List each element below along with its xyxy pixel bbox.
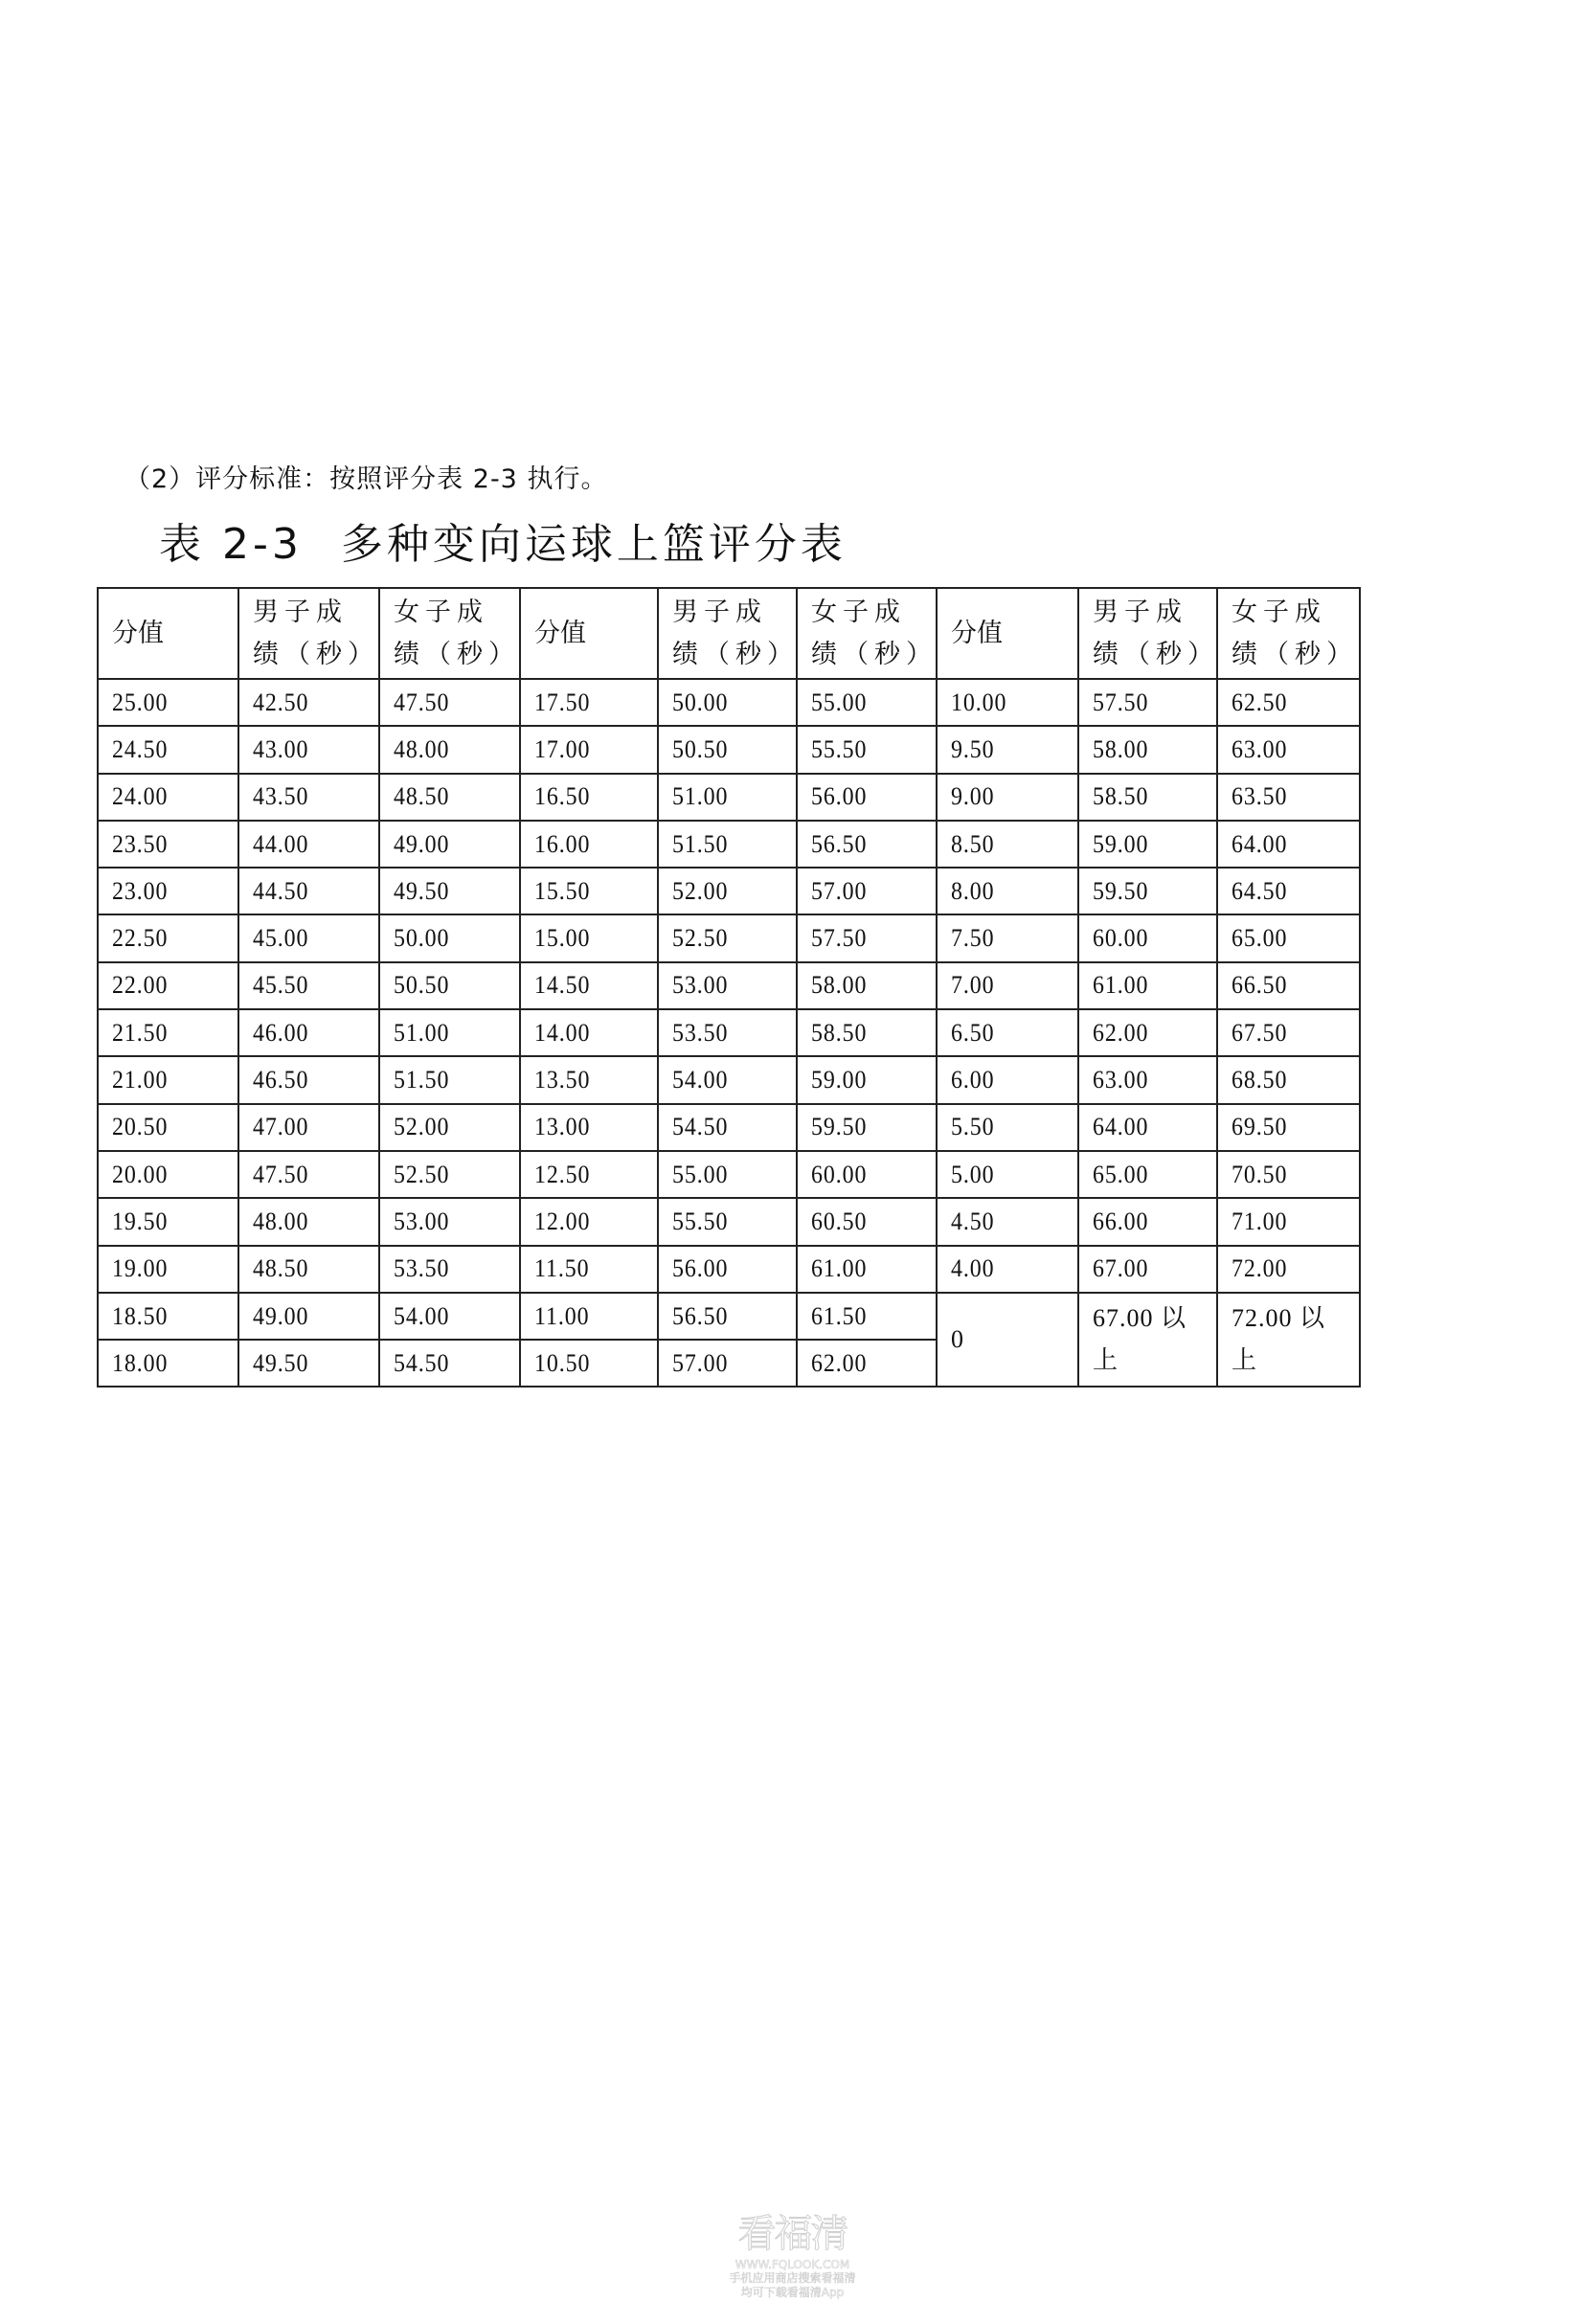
table-cell: [1078, 962, 1217, 1009]
table-cell: [658, 1104, 797, 1151]
table-cell: [1078, 868, 1217, 914]
cell-value: 18.00: [112, 1348, 169, 1377]
watermark: [728, 2210, 857, 2300]
table-cell: [797, 1198, 937, 1245]
cell-value: 61.00: [811, 1254, 868, 1283]
cell-value: 58.00: [811, 971, 868, 1000]
cell-value: 9.50: [951, 734, 995, 763]
cell-value: 49.00: [253, 1301, 309, 1330]
cell-value: 60.00: [1093, 924, 1149, 953]
table-cell: [937, 1104, 1078, 1151]
table-cell: [98, 1151, 238, 1198]
cell-value: 56.00: [672, 1254, 729, 1283]
watermark-line-2: 均可下载看福清App: [740, 2286, 845, 2299]
table-cell: [937, 1198, 1078, 1245]
cell-value: 51.00: [672, 782, 729, 811]
cell-value: 8.50: [951, 829, 995, 858]
table-cell: [1078, 1009, 1217, 1056]
table-cell: [937, 726, 1078, 773]
table-cell: [1217, 962, 1360, 1009]
cell-value: 52.50: [672, 924, 729, 953]
cell-value: 13.50: [534, 1066, 591, 1094]
cell-value: 57.00: [811, 876, 868, 905]
cell-value: 7.50: [951, 924, 995, 953]
table-cell: [797, 914, 937, 961]
table-cell: [238, 726, 379, 773]
table-cell: [238, 1056, 379, 1103]
table-cell: [797, 1151, 937, 1198]
cell-value: 50.50: [672, 734, 729, 763]
table-cell: [520, 679, 658, 726]
table-cell: [379, 1246, 520, 1293]
table-cell: [1217, 1151, 1360, 1198]
table-cell: [1217, 821, 1360, 868]
table-cell: [98, 679, 238, 726]
table-cell: [238, 1340, 379, 1387]
table-cell: [379, 726, 520, 773]
cell-value: 65.00: [1093, 1160, 1149, 1188]
cell-value: 59.00: [811, 1066, 868, 1094]
watermark-url: WWW.FQLOOK.COM: [734, 2258, 850, 2271]
table-row: [98, 1293, 1360, 1340]
cell-value: 58.00: [1093, 734, 1149, 763]
cell-value: 12.00: [534, 1207, 591, 1235]
cell-value: 6.50: [951, 1018, 995, 1047]
cell-value: 62.50: [1232, 688, 1288, 716]
cell-value: 51.50: [672, 829, 729, 858]
table-cell: [1217, 1056, 1360, 1103]
cell-value: 52.00: [672, 876, 729, 905]
table-cell: [379, 914, 520, 961]
table-row: [98, 1009, 1360, 1056]
cell-value: 16.50: [534, 782, 591, 811]
merged-female-cell: [1217, 1293, 1360, 1388]
table-cell: [238, 914, 379, 961]
cell-value: 61.00: [1093, 971, 1149, 1000]
cell-value: 55.00: [672, 1160, 729, 1188]
table-cell: [937, 774, 1078, 821]
table-cell: [98, 962, 238, 1009]
table-cell: [520, 726, 658, 773]
cell-value: 5.00: [951, 1160, 995, 1188]
cell-value: 22.50: [112, 924, 169, 953]
header-score-2: 分值: [520, 588, 658, 679]
header-female-1: 女子成绩（秒）: [379, 588, 520, 679]
table-cell: [98, 1246, 238, 1293]
table-row: [98, 868, 1360, 914]
cell-value: 20.00: [112, 1160, 169, 1188]
cell-value: 63.00: [1232, 734, 1288, 763]
table-cell: [797, 1104, 937, 1151]
table-cell: [797, 868, 937, 914]
cell-value: 54.50: [672, 1113, 729, 1141]
table-cell: [937, 914, 1078, 961]
cell-value: 57.50: [1093, 688, 1149, 716]
table-cell: [238, 1198, 379, 1245]
cell-value: 59.50: [1093, 876, 1149, 905]
cell-value: 9.00: [951, 782, 995, 811]
table-cell: [379, 1293, 520, 1340]
cell-value: 10.50: [534, 1348, 591, 1377]
cell-value: 49.50: [253, 1348, 309, 1377]
table-cell: [238, 821, 379, 868]
cell-value: 4.50: [951, 1207, 995, 1235]
table-cell: [379, 774, 520, 821]
cell-value: 72.00 以上: [1232, 1304, 1326, 1375]
table-cell: [937, 868, 1078, 914]
table-cell: [520, 774, 658, 821]
table-cell: [797, 726, 937, 773]
table-cell: [98, 914, 238, 961]
cell-value: 7.00: [951, 971, 995, 1000]
cell-value: 56.50: [672, 1301, 729, 1330]
cell-value: 15.00: [534, 924, 591, 953]
cell-value: 17.00: [534, 734, 591, 763]
table-cell: [98, 1198, 238, 1245]
table-cell: [1078, 1056, 1217, 1103]
table-cell: [937, 1056, 1078, 1103]
table-cell: [1078, 1246, 1217, 1293]
cell-value: 46.00: [253, 1018, 309, 1047]
cell-value: 64.00: [1093, 1113, 1149, 1141]
cell-value: 23.00: [112, 876, 169, 905]
table-cell: [1078, 679, 1217, 726]
cell-value: 43.50: [253, 782, 309, 811]
cell-value: 18.50: [112, 1301, 169, 1330]
cell-value: 5.50: [951, 1113, 995, 1141]
cell-value: 47.50: [394, 688, 450, 716]
cell-value: 71.00: [1232, 1207, 1288, 1235]
cell-value: 61.50: [811, 1301, 868, 1330]
cell-value: 10.00: [951, 688, 1007, 716]
table-cell: [658, 914, 797, 961]
cell-value: 53.50: [672, 1018, 729, 1047]
table-cell: [1078, 821, 1217, 868]
cell-value: 62.00: [811, 1348, 868, 1377]
cell-value: 54.00: [394, 1301, 450, 1330]
cell-value: 53.00: [672, 971, 729, 1000]
table-cell: [1217, 679, 1360, 726]
cell-value: 22.00: [112, 971, 169, 1000]
table-cell: [1078, 1151, 1217, 1198]
table-cell: [238, 1293, 379, 1340]
scoring-standard-text: （2）评分标准：按照评分表 2-3 执行。: [124, 464, 608, 494]
table-cell: [797, 821, 937, 868]
table-cell: [98, 1056, 238, 1103]
cell-value: 48.50: [394, 782, 450, 811]
cell-value: 69.50: [1232, 1113, 1288, 1141]
cell-value: 46.50: [253, 1066, 309, 1094]
table-cell: [658, 1056, 797, 1103]
table-cell: [379, 1104, 520, 1151]
cell-value: 44.50: [253, 876, 309, 905]
header-male-1: 男子成绩（秒）: [238, 588, 379, 679]
table-cell: [520, 1151, 658, 1198]
table-cell: [797, 962, 937, 1009]
table-row: [98, 962, 1360, 1009]
cell-value: 64.00: [1232, 829, 1288, 858]
table-cell: [797, 1009, 937, 1056]
table-row: [98, 914, 1360, 961]
table-cell: [1078, 1104, 1217, 1151]
cell-value: 54.50: [394, 1348, 450, 1377]
cell-value: 47.50: [253, 1160, 309, 1188]
table-number: 表 2-3: [159, 520, 303, 569]
cell-value: 72.00: [1232, 1254, 1288, 1283]
cell-value: 45.50: [253, 971, 309, 1000]
cell-value: 62.00: [1093, 1018, 1149, 1047]
table-cell: [238, 679, 379, 726]
table-cell: [1078, 774, 1217, 821]
cell-value: 43.00: [253, 734, 309, 763]
scoring-table: [97, 587, 1361, 1388]
table-cell: [379, 679, 520, 726]
cell-value: 23.50: [112, 829, 169, 858]
cell-value: 51.00: [394, 1018, 450, 1047]
cell-value: 59.00: [1093, 829, 1149, 858]
table-cell: [937, 1009, 1078, 1056]
table-cell: [98, 726, 238, 773]
table-row: [98, 679, 1360, 726]
table-cell: [937, 679, 1078, 726]
table-cell: [797, 1056, 937, 1103]
table-cell: [379, 821, 520, 868]
table-cell: [379, 1198, 520, 1245]
table-cell: [520, 1104, 658, 1151]
table-cell: [658, 868, 797, 914]
cell-value: 56.00: [811, 782, 868, 811]
table-cell: [937, 821, 1078, 868]
table-cell: [238, 1009, 379, 1056]
watermark-brand: 看福清: [737, 2212, 848, 2256]
cell-value: 25.00: [112, 688, 169, 716]
table-row: [98, 1246, 1360, 1293]
table-cell: [238, 868, 379, 914]
cell-value: 52.50: [394, 1160, 450, 1188]
cell-value: 48.00: [253, 1207, 309, 1235]
cell-value: 8.00: [951, 876, 995, 905]
table-cell: [520, 868, 658, 914]
table-cell: [520, 1340, 658, 1387]
table-row: [98, 1198, 1360, 1245]
table-cell: [658, 1340, 797, 1387]
cell-value: 50.00: [672, 688, 729, 716]
cell-value: 49.00: [394, 829, 450, 858]
table-cell: [238, 1246, 379, 1293]
table-cell: [937, 962, 1078, 1009]
table-cell: [98, 1009, 238, 1056]
header-female-3: 女子成绩（秒）: [1217, 588, 1360, 679]
cell-value: 6.00: [951, 1066, 995, 1094]
header-female-2: 女子成绩（秒）: [797, 588, 937, 679]
cell-value: 66.50: [1232, 971, 1288, 1000]
cell-value: 51.50: [394, 1066, 450, 1094]
table-cell: [797, 1246, 937, 1293]
cell-value: 55.00: [811, 688, 868, 716]
header-score-1: 分值: [98, 588, 238, 679]
table-row: [98, 1104, 1360, 1151]
table-header-row: [98, 588, 1360, 679]
table-cell: [520, 1293, 658, 1340]
merged-score-cell: [937, 1293, 1078, 1388]
table-cell: [1217, 868, 1360, 914]
cell-value: 49.50: [394, 876, 450, 905]
table-cell: [238, 1104, 379, 1151]
cell-value: 53.00: [394, 1207, 450, 1235]
table-cell: [1217, 726, 1360, 773]
table-cell: [797, 774, 937, 821]
table-cell: [520, 821, 658, 868]
table-cell: [1217, 1198, 1360, 1245]
table-cell: [520, 1056, 658, 1103]
table-cell: [658, 1246, 797, 1293]
table-cell: [1217, 1009, 1360, 1056]
merged-male-cell: [1078, 1293, 1217, 1388]
cell-value: 58.50: [811, 1018, 868, 1047]
table-cell: [379, 1009, 520, 1056]
table-cell: [658, 1293, 797, 1340]
cell-value: 20.50: [112, 1113, 169, 1141]
cell-value: 65.00: [1232, 924, 1288, 953]
cell-value: 59.50: [811, 1113, 868, 1141]
cell-value: 68.50: [1232, 1066, 1288, 1094]
cell-value: 67.00: [1093, 1254, 1149, 1283]
table-row: [98, 774, 1360, 821]
cell-value: 55.50: [672, 1207, 729, 1235]
table-row: [98, 1056, 1360, 1103]
cell-value: 48.00: [394, 734, 450, 763]
table-cell: [379, 1056, 520, 1103]
cell-value: 56.50: [811, 829, 868, 858]
table-cell: [98, 868, 238, 914]
cell-value: 16.00: [534, 829, 591, 858]
header-male-3: 男子成绩（秒）: [1078, 588, 1217, 679]
cell-value: 50.50: [394, 971, 450, 1000]
table-row: [98, 821, 1360, 868]
cell-value: 24.00: [112, 782, 169, 811]
table-cell: [937, 1246, 1078, 1293]
cell-value: 14.50: [534, 971, 591, 1000]
table-cell: [658, 1198, 797, 1245]
cell-value: 11.50: [534, 1254, 590, 1283]
cell-value: 57.50: [811, 924, 868, 953]
table-cell: [520, 1009, 658, 1056]
cell-value: 15.50: [534, 876, 591, 905]
table-row: [98, 1151, 1360, 1198]
table-cell: [520, 1198, 658, 1245]
table-cell: [797, 679, 937, 726]
table-title: [159, 509, 847, 571]
cell-value: 66.00: [1093, 1207, 1149, 1235]
table-cell: [520, 962, 658, 1009]
cell-value: 63.00: [1093, 1066, 1149, 1094]
table-cell: [658, 679, 797, 726]
cell-value: 21.50: [112, 1018, 169, 1047]
cell-value: 19.00: [112, 1254, 169, 1283]
table-cell: [797, 1340, 937, 1387]
cell-value: 58.50: [1093, 782, 1149, 811]
table-cell: [238, 1151, 379, 1198]
table-cell: [658, 726, 797, 773]
table-cell: [1217, 1104, 1360, 1151]
table-cell: [658, 1151, 797, 1198]
cell-value: 57.00: [672, 1348, 729, 1377]
cell-value: 45.00: [253, 924, 309, 953]
cell-value: 60.50: [811, 1207, 868, 1235]
table-cell: [1078, 726, 1217, 773]
table-cell: [797, 1293, 937, 1340]
table-title-text: 多种变向运球上篮评分表: [340, 520, 847, 569]
cell-value: 50.00: [394, 924, 450, 953]
table-cell: [98, 774, 238, 821]
cell-value: 67.50: [1232, 1018, 1288, 1047]
cell-value: 14.00: [534, 1018, 591, 1047]
table-cell: [658, 1009, 797, 1056]
table-cell: [1217, 774, 1360, 821]
watermark-line-1: 手机应用商店搜索看福清: [729, 2271, 856, 2285]
header-male-2: 男子成绩（秒）: [658, 588, 797, 679]
cell-value: 44.00: [253, 829, 309, 858]
table-cell: [238, 962, 379, 1009]
cell-value: 47.00: [253, 1113, 309, 1141]
header-score-3: 分值: [937, 588, 1078, 679]
table-cell: [98, 1340, 238, 1387]
cell-value: 0: [951, 1325, 963, 1354]
table-cell: [658, 774, 797, 821]
table-cell: [379, 868, 520, 914]
table-cell: [98, 1293, 238, 1340]
cell-value: 19.50: [112, 1207, 169, 1235]
table-cell: [1217, 1246, 1360, 1293]
table-cell: [379, 1340, 520, 1387]
table-cell: [238, 774, 379, 821]
table-cell: [658, 962, 797, 1009]
cell-value: 64.50: [1232, 876, 1288, 905]
table-cell: [520, 914, 658, 961]
cell-value: 52.00: [394, 1113, 450, 1141]
cell-value: 17.50: [534, 688, 591, 716]
table-cell: [379, 962, 520, 1009]
cell-value: 63.50: [1232, 782, 1288, 811]
table-cell: [98, 821, 238, 868]
cell-value: 12.50: [534, 1160, 591, 1188]
cell-value: 11.00: [534, 1301, 590, 1330]
cell-value: 4.00: [951, 1254, 995, 1283]
cell-value: 55.50: [811, 734, 868, 763]
table-cell: [520, 1246, 658, 1293]
cell-value: 54.00: [672, 1066, 729, 1094]
table-row: [98, 726, 1360, 773]
cell-value: 24.50: [112, 734, 169, 763]
table-cell: [1078, 914, 1217, 961]
cell-value: 13.00: [534, 1113, 591, 1141]
table-cell: [379, 1151, 520, 1198]
cell-value: 60.00: [811, 1160, 868, 1188]
table-cell: [1217, 914, 1360, 961]
cell-value: 48.50: [253, 1254, 309, 1283]
cell-value: 21.00: [112, 1066, 169, 1094]
table-cell: [658, 821, 797, 868]
cell-value: 53.50: [394, 1254, 450, 1283]
table-cell: [1078, 1198, 1217, 1245]
cell-value: 70.50: [1232, 1160, 1288, 1188]
table-cell: [937, 1151, 1078, 1198]
cell-value: 42.50: [253, 688, 309, 716]
cell-value: 67.00 以上: [1093, 1304, 1187, 1375]
table-cell: [98, 1104, 238, 1151]
